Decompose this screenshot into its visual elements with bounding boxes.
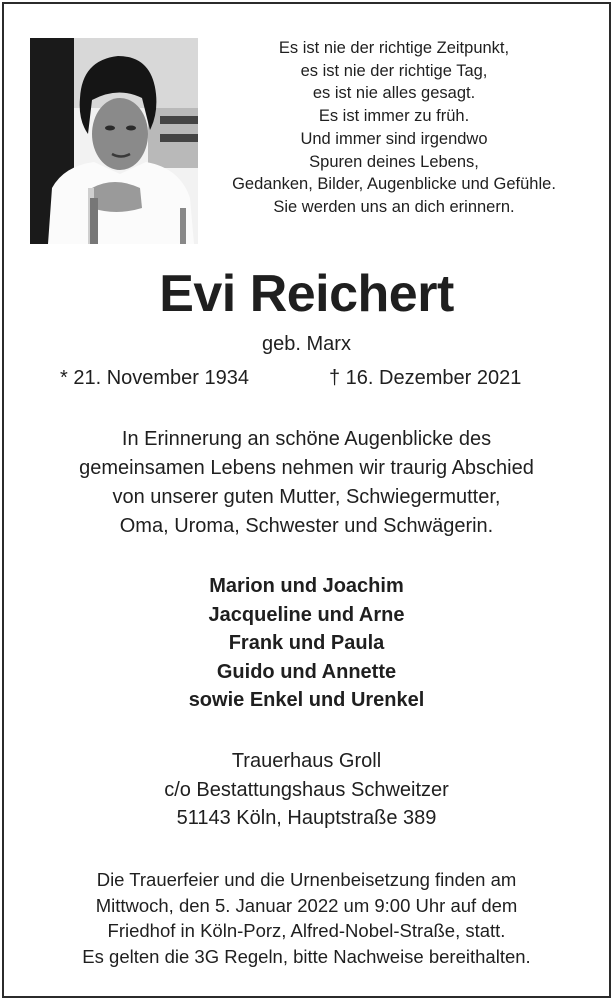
poem-line: Es ist nie der richtige Zeitpunkt, bbox=[278, 39, 510, 57]
address-line: Trauerhaus Groll bbox=[231, 750, 382, 772]
service-line: Es gelten die 3G Regeln, bitte Nachweise bereithalten. bbox=[82, 945, 531, 967]
poem-line: es ist nie der richtige Tag, bbox=[300, 61, 488, 80]
memorial-line: Oma, Uroma, Schwester und Schwägerin. bbox=[119, 515, 494, 537]
family-member: Frank und Paula bbox=[228, 632, 385, 654]
poem-line: Spuren deines Lebens, bbox=[309, 152, 479, 171]
family-member: Guido und Annette bbox=[216, 660, 397, 683]
memorial-text bbox=[0, 425, 613, 541]
portrait-photo bbox=[30, 38, 198, 244]
birth-name: geb. Marx bbox=[262, 333, 351, 355]
address-block bbox=[0, 747, 613, 833]
family-member: Jacqueline und Arne bbox=[208, 603, 405, 626]
service-line: Die Trauerfeier und die Urnenbeisetzung finden am bbox=[96, 869, 517, 890]
family-member: sowie Enkel und Urenkel bbox=[188, 689, 425, 711]
family-list bbox=[0, 572, 613, 715]
birth-date: * 21. November 1934 bbox=[60, 367, 250, 389]
memorial-line: In Erinnerung an schöne Augenblicke des bbox=[121, 428, 492, 450]
address-line: c/o Bestattungshaus Schweitzer bbox=[164, 778, 449, 801]
poem-line: Es ist immer zu früh. bbox=[318, 107, 470, 126]
poem-block bbox=[206, 37, 582, 219]
death-date: † 16. Dezember 2021 bbox=[329, 367, 522, 389]
service-line: Mittwoch, den 5. Januar 2022 um 9:00 Uhr auf dem bbox=[95, 894, 518, 916]
family-member: Marion und Joachim bbox=[209, 575, 404, 597]
poem-line: Sie werden uns an dich erinnern. bbox=[273, 197, 515, 216]
memorial-line: von unserer guten Mutter, Schwiegermutter, bbox=[112, 486, 501, 508]
address-line: 51143 Köln, Hauptstraße 389 bbox=[176, 807, 437, 829]
service-info bbox=[0, 867, 613, 969]
deceased-name: Evi Reichert bbox=[159, 265, 454, 323]
poem-line: es ist nie alles gesagt. bbox=[312, 84, 476, 103]
poem-line: Gedanken, Bilder, Augenblicke und Gefühle. bbox=[232, 175, 556, 194]
poem-line: Und immer sind irgendwo bbox=[300, 129, 488, 148]
service-line: Friedhof in Köln-Porz, Alfred-Nobel-Straße, statt. bbox=[107, 920, 506, 941]
memorial-line: gemeinsamen Lebens nehmen wir traurig Abschied bbox=[79, 457, 534, 479]
